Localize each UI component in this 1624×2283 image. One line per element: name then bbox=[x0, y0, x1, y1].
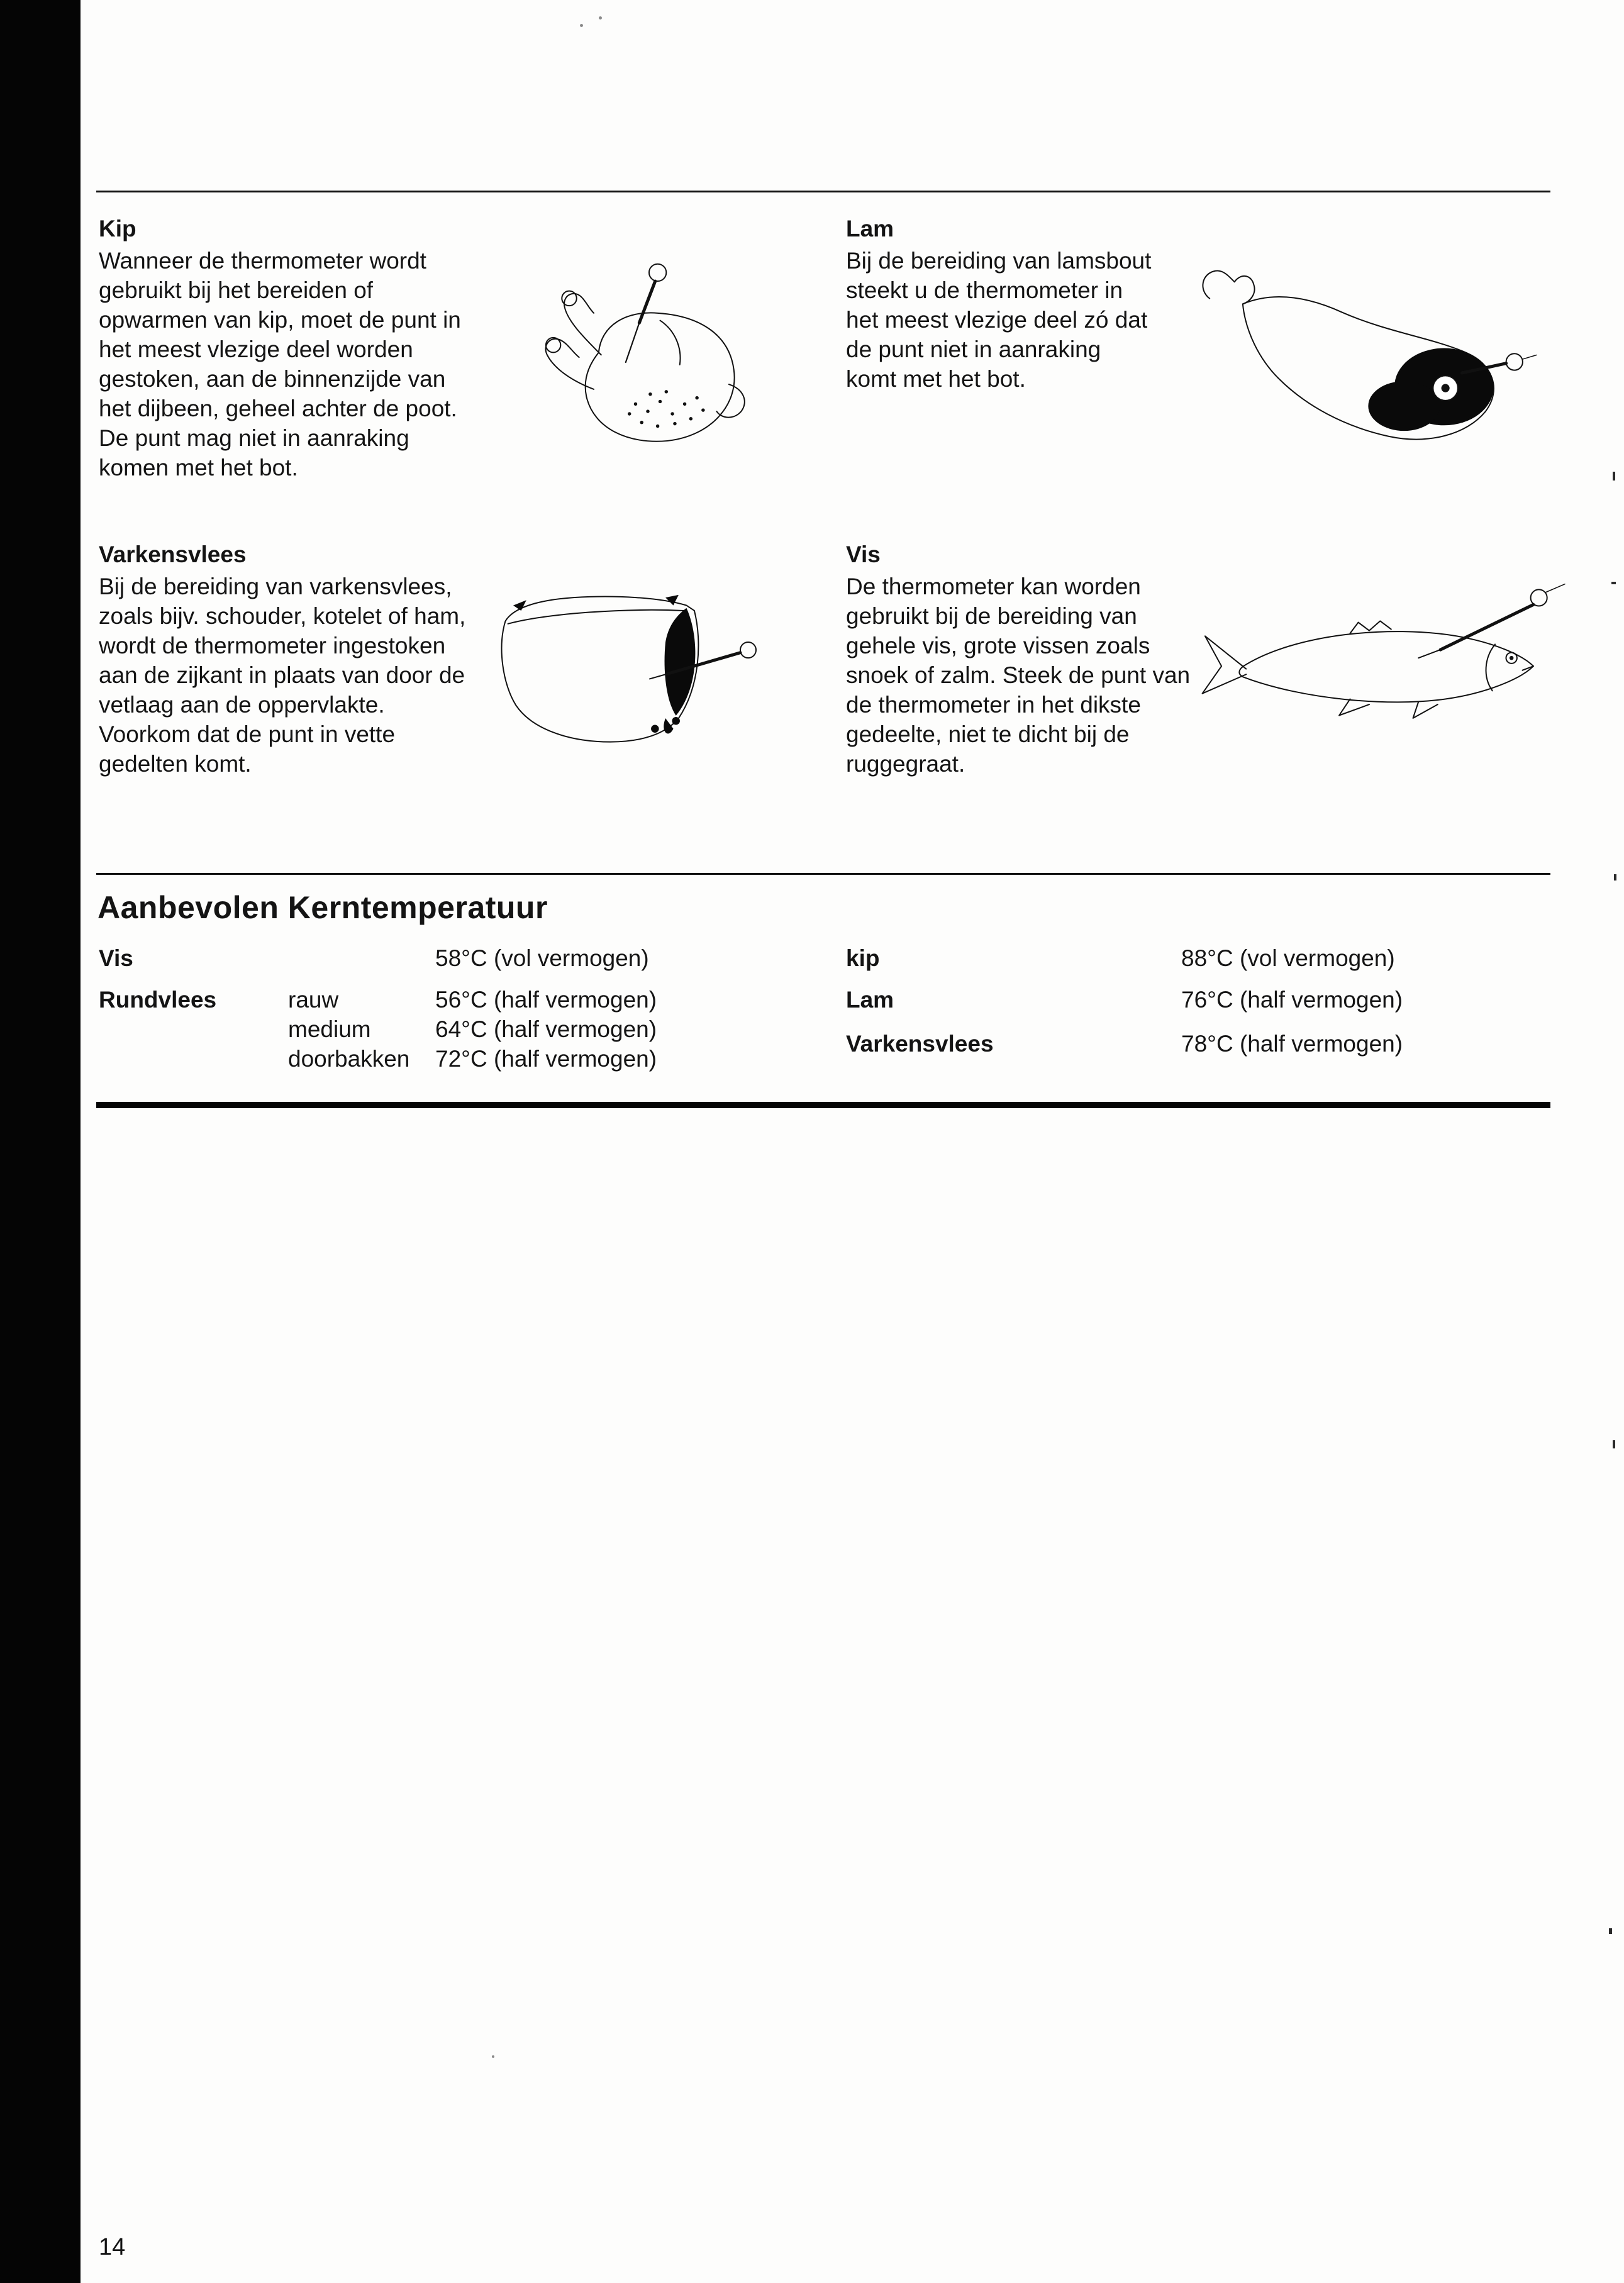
mid-rule bbox=[96, 873, 1550, 875]
bottom-thick-rule bbox=[96, 1102, 1550, 1108]
temp-food-label: Vis bbox=[99, 945, 133, 971]
temp-value: 88°C (vol vermogen) bbox=[1181, 945, 1395, 971]
scan-speck bbox=[1613, 472, 1615, 480]
chicken-illustration bbox=[513, 257, 783, 465]
pork-illustration bbox=[469, 566, 770, 763]
table-row bbox=[846, 1029, 1550, 1058]
scan-speck bbox=[1609, 1928, 1612, 1934]
table-row bbox=[99, 985, 822, 1014]
section-varkensvlees bbox=[99, 540, 470, 779]
table-row bbox=[846, 943, 1550, 973]
section-varkensvlees-title: Varkensvlees bbox=[99, 542, 247, 567]
scan-speck bbox=[599, 16, 602, 19]
temp-value: 58°C (vol vermogen) bbox=[435, 945, 649, 971]
table-row bbox=[99, 943, 822, 973]
scan-speck bbox=[580, 24, 583, 27]
temp-food-label: kip bbox=[846, 945, 880, 971]
temp-value: 78°C (half vermogen) bbox=[1181, 1031, 1403, 1057]
section-varkensvlees-body: Bij de bereiding van varkensvlees, zoals bijv. schouder, kotelet of ham, wordt de thermometer ingestoken aan de zijkant in plaats van door de vetlaag aan de oppervlakte. Voorkom dat de punt in vette gedelten komt. bbox=[99, 574, 466, 777]
section-vis-body: De thermometer kan worden gebruikt bij de bereiding van gehele vis, grote vissen zoals snoek of zalm. Steek de punt van de thermometer in het dikste gedeelte, niet te dicht bij de ruggegraat. bbox=[846, 574, 1191, 777]
section-lam-title: Lam bbox=[846, 216, 894, 242]
scan-speck bbox=[1614, 874, 1616, 880]
top-rule bbox=[96, 191, 1550, 192]
page-number: 14 bbox=[99, 2234, 126, 2260]
fish-illustration bbox=[1186, 579, 1569, 743]
temp-food-label: Varkensvlees bbox=[846, 1031, 994, 1057]
section-lam-body: Bij de bereiding van lamsbout steekt u de thermometer in het meest vlezige deel zó dat de punt niet in aanraking komt met het bot. bbox=[846, 248, 1152, 392]
section-kip-body: Wanneer de thermometer wordt gebruikt bij het bereiden of opwarmen van kip, moet de punt in het meest vlezige deel worden gestoken, aan de binnenzijde van het dijbeen, geheel achter de poot. De punt mag niet in aanraking komen met het bot. bbox=[99, 248, 461, 480]
temp-doneness-label: doorbakken bbox=[288, 1046, 410, 1072]
section-kip bbox=[99, 214, 476, 482]
temp-food-label: Lam bbox=[846, 987, 894, 1013]
section-vis bbox=[846, 540, 1211, 779]
temp-value: 76°C (half vermogen) bbox=[1181, 987, 1403, 1013]
section-vis-title: Vis bbox=[846, 542, 881, 567]
table-row bbox=[846, 985, 1550, 1014]
table-row bbox=[99, 1014, 822, 1044]
temp-doneness-label: medium bbox=[288, 1016, 371, 1042]
temp-value: 72°C (half vermogen) bbox=[435, 1046, 657, 1072]
temp-food-label: Rundvlees bbox=[99, 987, 217, 1013]
lamb-illustration bbox=[1179, 252, 1538, 458]
kerntemperatuur-heading: Aanbevolen Kerntemperatuur bbox=[97, 890, 548, 925]
temp-value: 56°C (half vermogen) bbox=[435, 987, 657, 1013]
section-kip-title: Kip bbox=[99, 216, 136, 242]
scan-edge-bar bbox=[0, 0, 81, 2283]
table-row bbox=[99, 1044, 822, 1074]
section-lam bbox=[846, 214, 1154, 394]
scan-speck bbox=[492, 2055, 494, 2058]
scan-speck bbox=[1611, 582, 1616, 584]
scan-speck bbox=[1613, 1440, 1615, 1448]
temp-doneness-label: rauw bbox=[288, 987, 339, 1013]
temp-value: 64°C (half vermogen) bbox=[435, 1016, 657, 1042]
